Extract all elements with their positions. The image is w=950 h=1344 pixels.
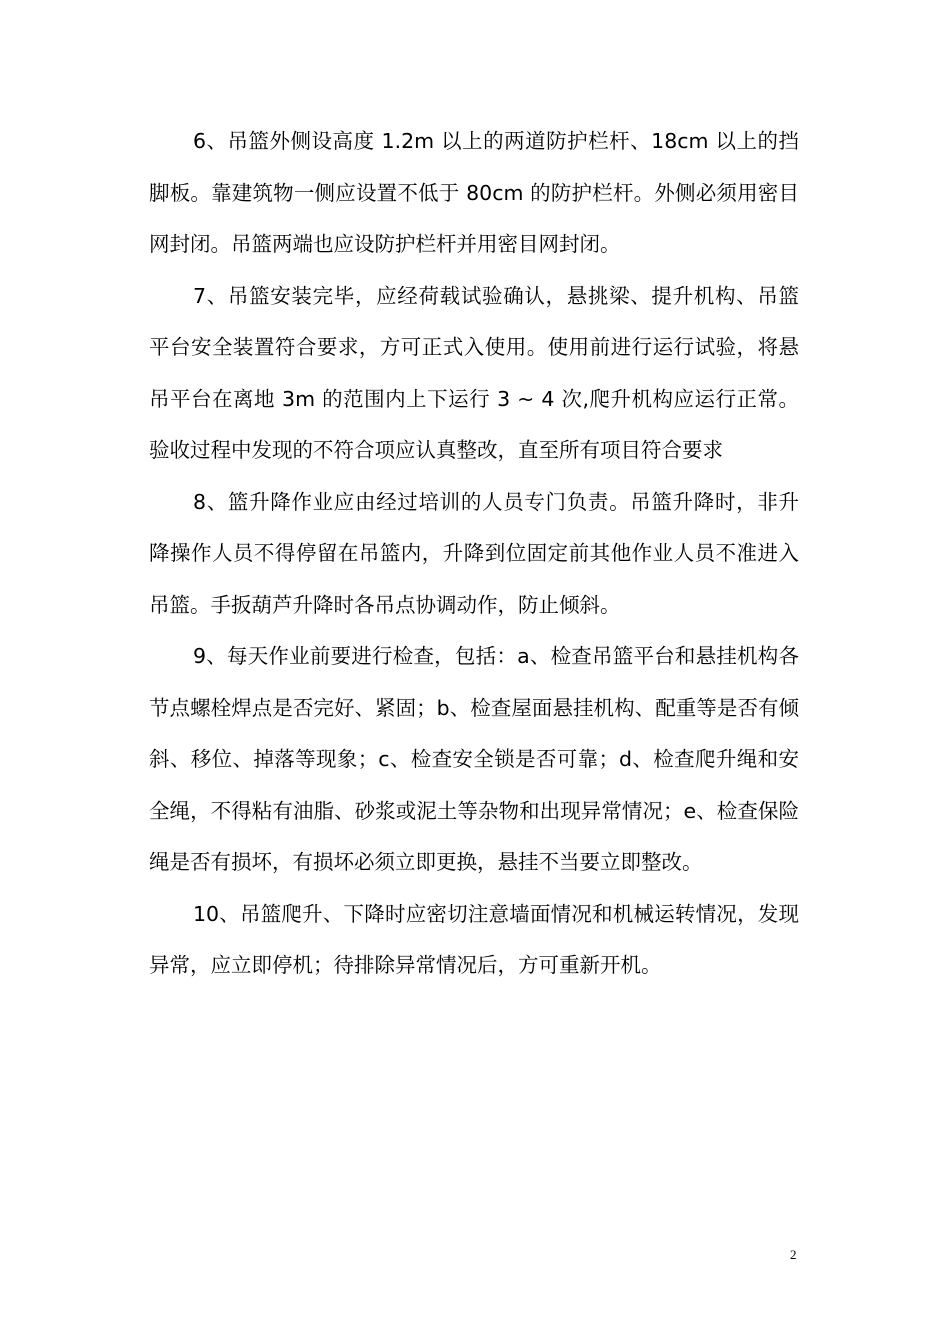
paragraph-item-9: 9、每天作业前要进行检查，包括：a、检查吊篮平台和悬挂机构各节点螺栓焊点是否完好、紧固；b、检查屋面悬挂机构、配重等是否有倾斜、移位、掉落等现象；c、检查安全锁是否可靠；d、检查爬升绳和安全绳，不得粘有油脂、砂浆或泥土等杂物和出现异常情况；e、检查保险绳是否有损坏，有损坏必须立即更换，悬挂不当要立即整改。 [149,644,799,874]
paragraph-item-10: 10、吊篮爬升、下降时应密切注意墙面情况和机械运转情况，发现异常，应立即停机；待排除异常情况后，方可重新开机。 [149,901,799,977]
paragraph-item-7: 7、吊篮安装完毕，应经荷载试验确认，悬挑梁、提升机构、吊篮平台安全装置符合要求，方可正式入使用。使用前进行运行试验，将悬吊平台在离地 3m 的范围内上下运行 3 ~ 4 次,爬升机构应运行正常。验收过程中发现的不符合项应认真整改，直至所有项目符合要求 [149,283,799,462]
page-number: 2 [790,1247,797,1262]
paragraph-item-6: 6、吊篮外侧设高度 1.2m 以上的两道防护栏杆、18cm 以上的挡脚板。靠建筑物一侧应设置不低于 80cm 的防护栏杆。外侧必须用密目网封闭。吊篮两端也应设防护栏杆并用密目网封闭。 [149,129,799,256]
document-body [149,116,799,992]
paragraph-item-8: 8、篮升降作业应由经过培训的人员专门负责。吊篮升降时，非升降操作人员不得停留在吊篮内，升降到位固定前其他作业人员不准进入吊篮。手扳葫芦升降时各吊点协调动作，防止倾斜。 [149,489,799,617]
